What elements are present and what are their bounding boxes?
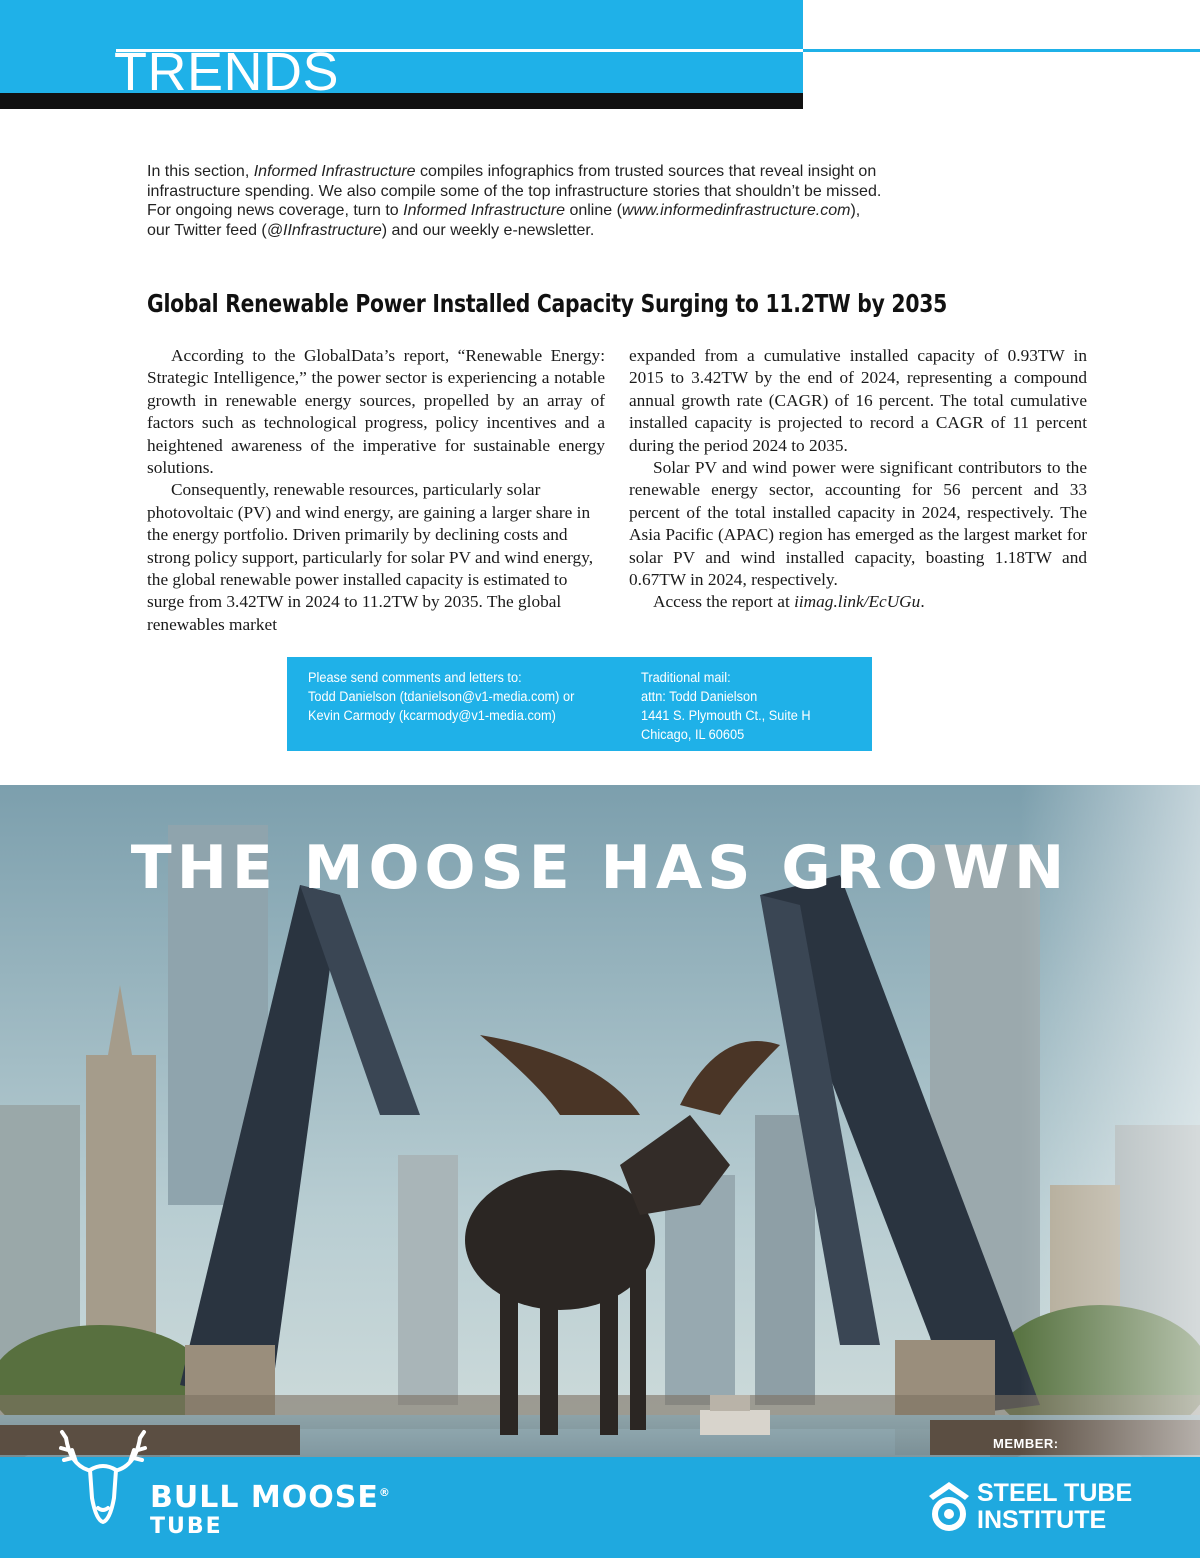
article-column-left	[147, 345, 605, 636]
ad-headline: THE MOOSE HAS GROWN	[130, 833, 1070, 903]
contact-line: Please send comments and letters to:	[308, 670, 522, 686]
section-title: TRENDS	[114, 42, 340, 102]
twitter-handle-link[interactable]: @IInfrastructure	[266, 221, 382, 239]
brand-name	[150, 1476, 391, 1515]
member-label: MEMBER:	[993, 1436, 1059, 1451]
article-paragraph: Solar PV and wind power were significant contributors to the renewable energy sector, accounting for 56 percent and 33 percent of the total installed capacity in 2024, respectively. The Asia Pacific (APAC) region has emerged as the largest market for solar PV and wind installed capacity, boasting 1.18TW and 0.67TW in 2024, respectively.	[629, 458, 1087, 590]
contact-mail-block	[641, 669, 829, 745]
partner-name	[977, 1480, 1132, 1534]
registered-mark: ®	[378, 1486, 391, 1499]
article-column-right	[629, 345, 1087, 614]
publication-name: Informed Infrastructure	[403, 202, 565, 219]
intro-text: compiles infographics from trusted sources that reveal insight on infrastructure spending. We also compile some of the top infrastructure stories that shouldn’t be missed. For ongoing news coverage, turn to	[147, 163, 882, 219]
website-link[interactable]: www.informedinfrastructure.com	[621, 202, 851, 219]
contact-email-line[interactable]: Todd Danielson (tdanielson@v1-media.com) or	[308, 689, 575, 705]
partner-name-line: INSTITUTE	[977, 1506, 1107, 1534]
access-text: .	[920, 592, 925, 612]
report-link[interactable]: iimag.link/EcUGu	[794, 592, 921, 612]
intro-text: online (	[565, 202, 622, 219]
brand-subname: TUBE	[150, 1514, 223, 1539]
article-headline: Global Renewable Power Installed Capacity Surging to 11.2TW by 2035	[147, 289, 948, 318]
article-paragraph	[629, 591, 1087, 613]
article-paragraph: expanded from a cumulative installed capacity of 0.93TW in 2015 to 3.42TW by the end of 2024, representing a compound annual growth rate (CAGR) of 16 percent. The total cumulative installed capacity is projected to record a CAGR of 11 percent during the period 2024 to 2035.	[629, 346, 1087, 455]
bull-moose-logo-icon	[58, 1428, 148, 1528]
partner-name-line: STEEL TUBE	[977, 1479, 1133, 1507]
steel-tube-institute-icon	[927, 1480, 971, 1536]
brand-name-text: BULL MOOSE	[150, 1480, 379, 1515]
contact-email-line[interactable]: Kevin Carmody (kcarmody@v1-media.com)	[308, 708, 556, 724]
contact-line: 1441 S. Plymouth Ct., Suite H	[641, 708, 811, 724]
contact-box	[287, 657, 872, 751]
intro-text: ), our Twitter feed (	[147, 202, 861, 239]
contact-email-block	[308, 669, 604, 726]
contact-line: Traditional mail:	[641, 670, 731, 686]
contact-line: Chicago, IL 60605	[641, 727, 745, 743]
article-paragraph: According to the GlobalData’s report, “Renewable Energy: Strategic Intelligence,” the power sector is experiencing a notable growth in renewable energy sources, propelled by an array of factors such as technological progress, policy incentives and a heightened awareness of the imperative for sustainable energy solutions.	[147, 346, 605, 478]
intro-text: ) and our weekly e-newsletter.	[381, 221, 595, 239]
contact-line: attn: Todd Danielson	[641, 689, 758, 705]
access-text: Access the report at	[653, 592, 795, 612]
article-paragraph: Consequently, renewable resources, particularly solar photovoltaic (PV) and wind energy, are gaining a larger share in the energy portfolio. Driven primarily by declining costs and strong policy support, particularly for solar PV and wind energy, the global renewable power installed capacity is estimated to surge from 3.42TW in 2024 to 11.2TW by 2035. The global renewables market	[147, 480, 594, 634]
publication-name: Informed Infrastructure	[253, 163, 416, 180]
intro-text: In this section,	[147, 163, 254, 180]
section-intro	[147, 162, 887, 240]
